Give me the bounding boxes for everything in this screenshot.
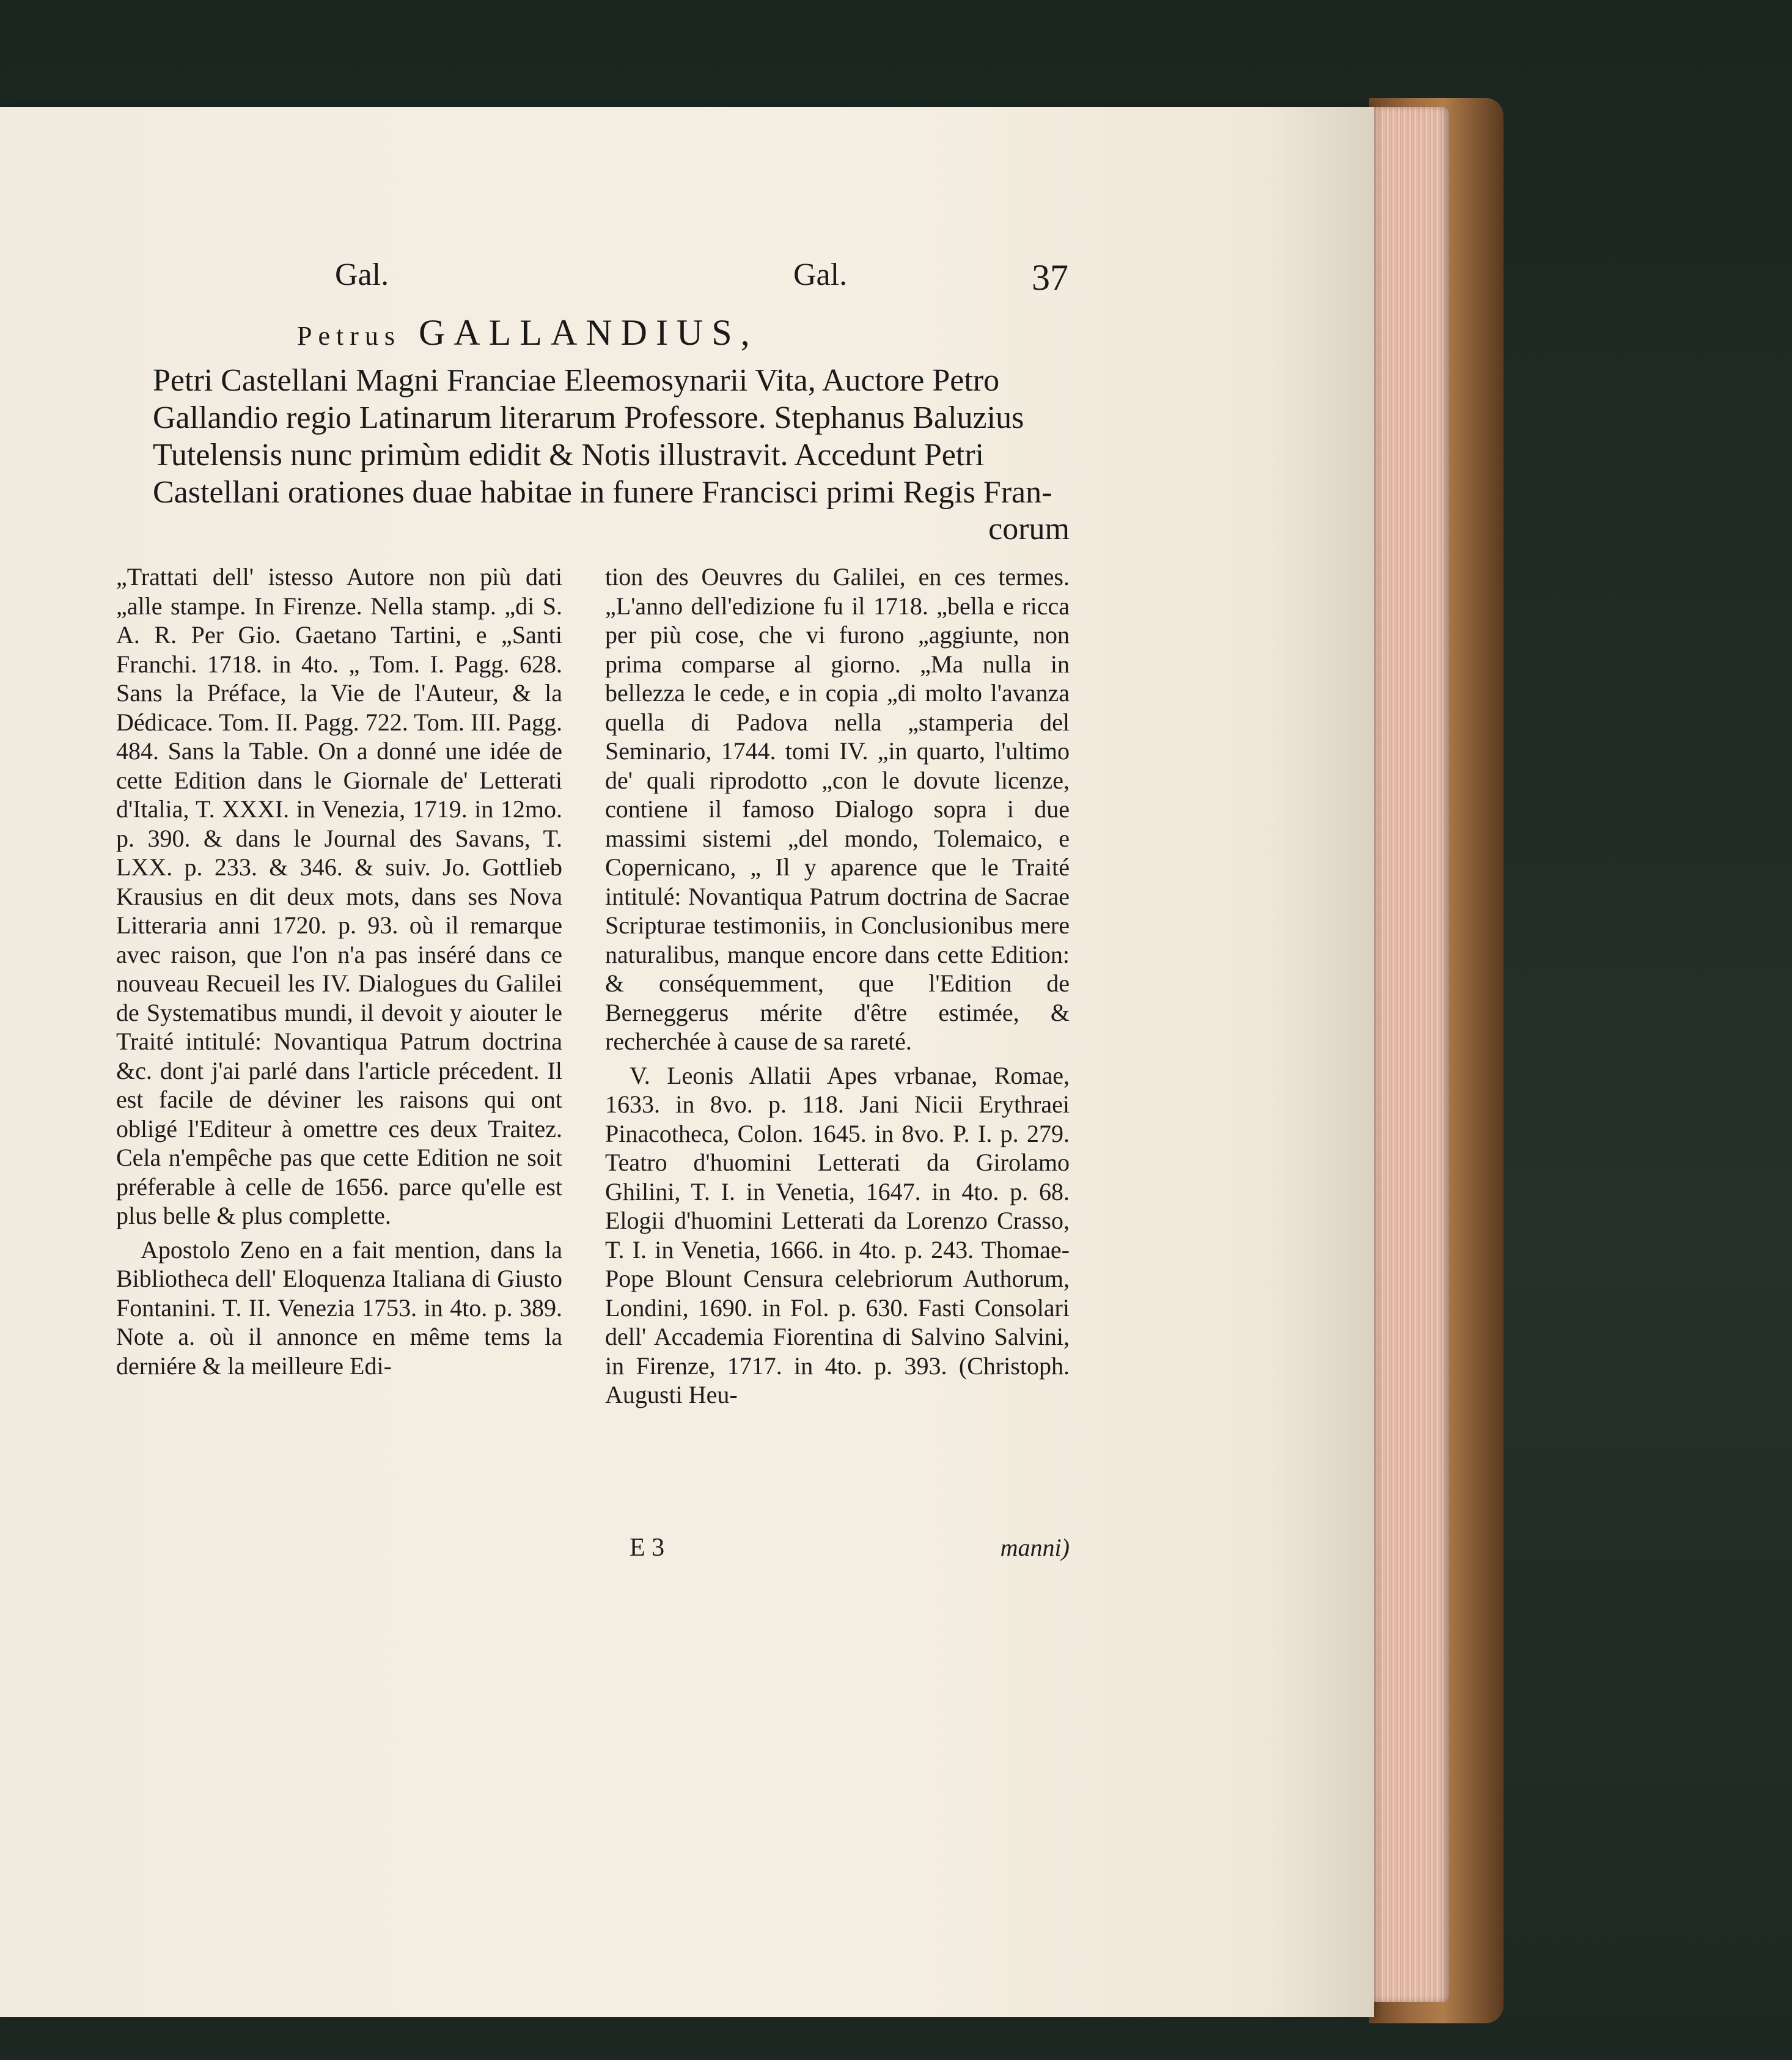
title-line: Tutelensis nunc primùm edidit & Notis illustravit. Accedunt Petri xyxy=(153,438,985,473)
title-last-line: corum xyxy=(988,512,1070,546)
paragraph: tion des Oeuvres du Galilei, en ces termes. „L'anno dell'edizione fu il 1718. „bella e ricca per più cose, che vi furono „aggiunte, non prima comparse al giorno. „Ma nulla in bellezza le cede, e in copia „di molto l'avanza quella di Padova nella „stamperia del Seminario, 1744. tomi IV. „in quarto, l'ultimo de' quali riprodotto „con le dovute licenze, contiene il famoso Dialogo sopra i due massimi sistemi „del mondo, Tolemaico, e Copernicano, „ Il y aparence que le Traité intitulé: Novantiqua Patrum doctrina de Sacrae Scripturae testimoniis, in Conclusionibus mere naturalibus, manque encore dans cette Edition: & conséquemment, que l'Edition de Berneggerus mérite d'être estimée, & recherchée à cause de sa rareté. xyxy=(605,563,1070,1055)
right-column xyxy=(605,562,1070,1414)
paragraph: „Trattati dell' istesso Autore non più dati „alle stampe. In Firenze. Nella stamp. „di S. A. R. Per Gio. Gaetano Tartini, e „Santi Franchi. 1718. in 4to. „ Tom. I. Pagg. 628. Sans la Préface, la Vie de l'Auteur, & la Dédicace. Tom. II. Pagg. 722. Tom. III. Pagg. 484. Sans la Table. On a donné une idée de cette Edition dans le Giornale de' Letterati d'Italia, T. XXXI. in Venezia, 1719. in 12mo. p. 390. & dans le Journal des Savans, T. LXX. p. 233. & 346. & suiv. Jo. Gottlieb Krausius en dit deux mots, dans ses Nova Litteraria anni 1720. p. 93. où il remarque avec raison, que l'on n'a pas inséré dans ce nouveau Recueil les IV. Dialogues du Galilei de Systematibus mundi, il devoit y aiouter le Traité intitulé: Novantiqua Patrum doctrina &c. dont j'ai parlé dans l'article précedent. Il est facile de déviner les raisons qui ont obligé l'Editeur à omettre ces deux Traitez. Cela n'empêche pas que cette Edition ne soit préferable à celle de 1656. parce qu'elle est plus belle & plus complette. xyxy=(116,563,562,1229)
paragraph: Apostolo Zeno en a fait mention, dans la Bibliotheca dell' Eloquenza Italiana di Giusto Fontanini. T. II. Venezia 1753. in 4to. p. 389. Note a. où il annonce en même tems la derniére & la meilleure Edi- xyxy=(116,1235,562,1380)
book-title xyxy=(153,362,1070,511)
title-line: Petri Castellani Magni Franciae Eleemosynarii Vita, Auctore Petro xyxy=(153,363,1000,398)
running-head-left: Gal. xyxy=(335,257,389,292)
signature-mark: E 3 xyxy=(630,1534,665,1562)
title-line: Castellani orationes duae habitae in funere Francisci primi Regis Fran- xyxy=(153,475,1052,510)
paragraph: V. Leonis Allatii Apes vrbanae, Romae, 1633. in 8vo. p. 118. Jani Nicii Erythraei Pinacotheca, Colon. 1645. in 8vo. P. I. p. 279. Teatro d'huomini Letterati da Girolamo Ghilini, T. I. in Venetia, 1647. in 4to. p. 68. Elogii d'huomini Letterati da Lorenzo Crasso, T. I. in Venetia, 1666. in 4to. p. 243. Thomae-Pope Blount Censura celebriorum Authorum, Londini, 1690. in Fol. p. 630. Fasti Consolari dell' Accademia Fiorentina di Salvino Salvini, in Firenze, 1717. in 4to. p. 393. (Christoph. Augusti Heu- xyxy=(605,1061,1070,1408)
catchword: manni) xyxy=(1000,1534,1070,1561)
entry-heading xyxy=(297,312,1073,354)
title-line: Gallandio regio Latinarum literarum Professore. Stephanus Baluzius xyxy=(153,400,1024,435)
entry-first-name: Petrus xyxy=(297,321,401,351)
running-head-center: Gal. xyxy=(793,257,848,292)
page-number: 37 xyxy=(1032,257,1068,298)
left-column xyxy=(116,562,562,1385)
entry-surname: GALLANDIUS, xyxy=(419,312,758,353)
